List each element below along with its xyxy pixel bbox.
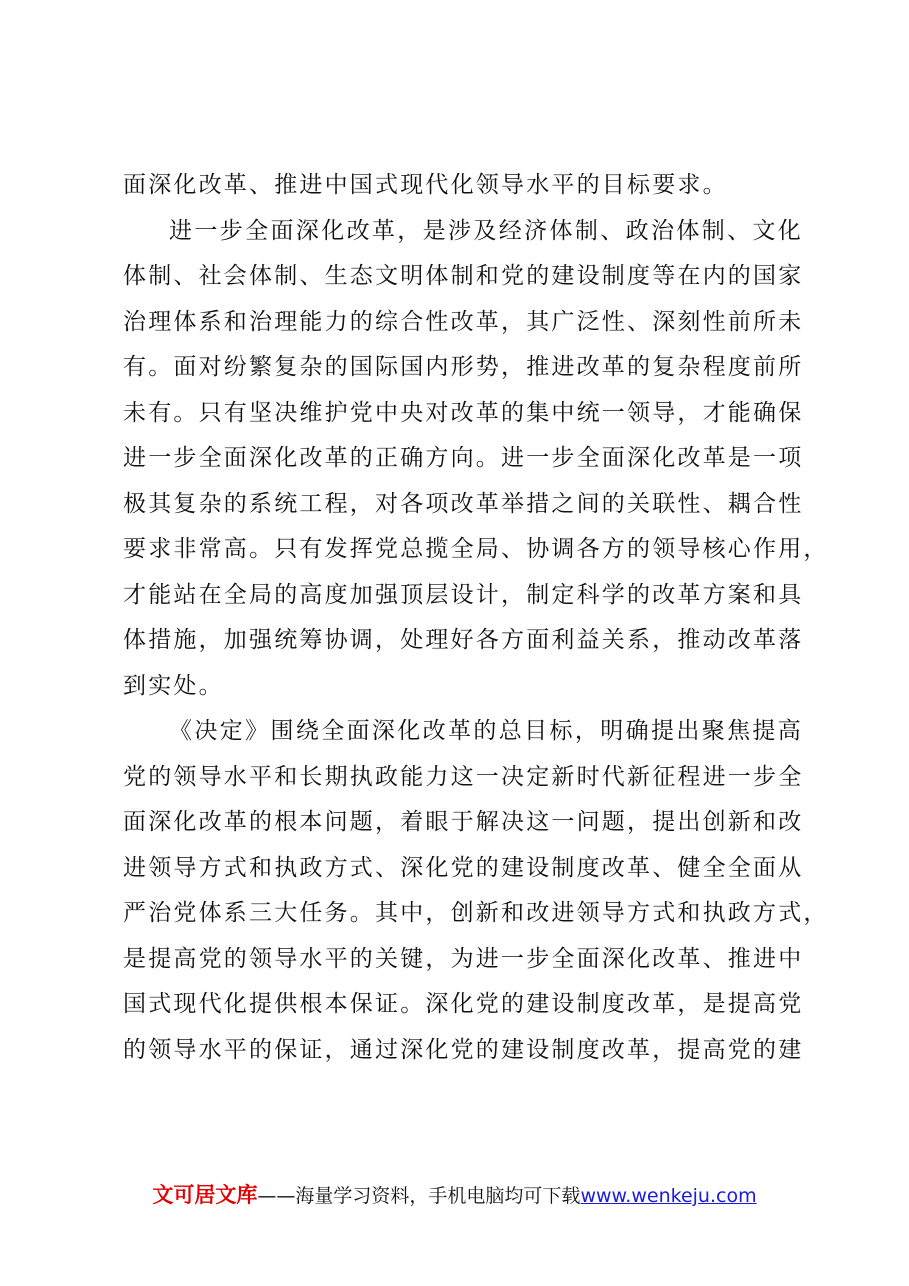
text-line: 严治党体系三大任务。其中，创新和改进领导方式和执政方式，	[123, 900, 829, 926]
text-line: 党的领导水平和长期执政能力这一决定新时代新征程进一步全	[123, 763, 804, 790]
text-line: 进一步全面深化改革的正确方向。进一步全面深化改革是一项	[123, 445, 804, 471]
text-line: 进领导方式和执政方式、深化党的建设制度改革、健全全面从	[123, 854, 804, 881]
text-line: 到实处。	[123, 672, 224, 699]
text-line: 《决定》围绕全面深化改革的总目标，明确提出聚焦提高	[169, 718, 803, 744]
footer-website-link[interactable]: www.wenkeju.com	[580, 1185, 757, 1207]
text-line: 面深化改革的根本问题，着眼于解决这一问题，提出创新和改	[123, 809, 804, 835]
footer-tagline: ——海量学习资料，手机电脑均可下载	[257, 1185, 581, 1207]
footer-brand: 文可居文库	[152, 1183, 258, 1207]
text-line: 的领导水平的保证，通过深化党的建设制度改革，提高党的建	[123, 1036, 804, 1063]
text-line: 体措施，加强统筹协调，处理好各方面利益关系，推动改革落	[123, 627, 804, 653]
text-line: 面深化改革、推进中国式现代化领导水平的目标要求。	[123, 172, 728, 198]
text-line: 体制、社会体制、生态文明体制和党的建设制度等在内的国家	[123, 263, 804, 289]
text-line: 才能站在全局的高度加强顶层设计，制定科学的改革方案和具	[123, 581, 804, 608]
text-line: 要求非常高。只有发挥党总揽全局、协调各方的领导核心作用，	[123, 536, 829, 562]
text-line: 是提高党的领导水平的关键，为进一步全面深化改革、推进中	[123, 945, 804, 972]
text-line: 未有。只有坚决维护党中央对改革的集中统一领导，才能确保	[123, 399, 804, 426]
document-body	[123, 163, 829, 1073]
text-line: 国式现代化提供根本保证。深化党的建设制度改革，是提高党	[123, 991, 804, 1017]
text-line: 进一步全面深化改革，是涉及经济体制、政治体制、文化	[169, 217, 803, 244]
footer-banner	[0, 1180, 909, 1211]
text-line: 治理体系和治理能力的综合性改革，其广泛性、深刻性前所未	[123, 308, 804, 335]
text-line: 极其复杂的系统工程，对各项改革举措之间的关联性、耦合性	[123, 490, 804, 517]
text-line: 有。面对纷繁复杂的国际国内形势，推进改革的复杂程度前所	[123, 354, 804, 380]
